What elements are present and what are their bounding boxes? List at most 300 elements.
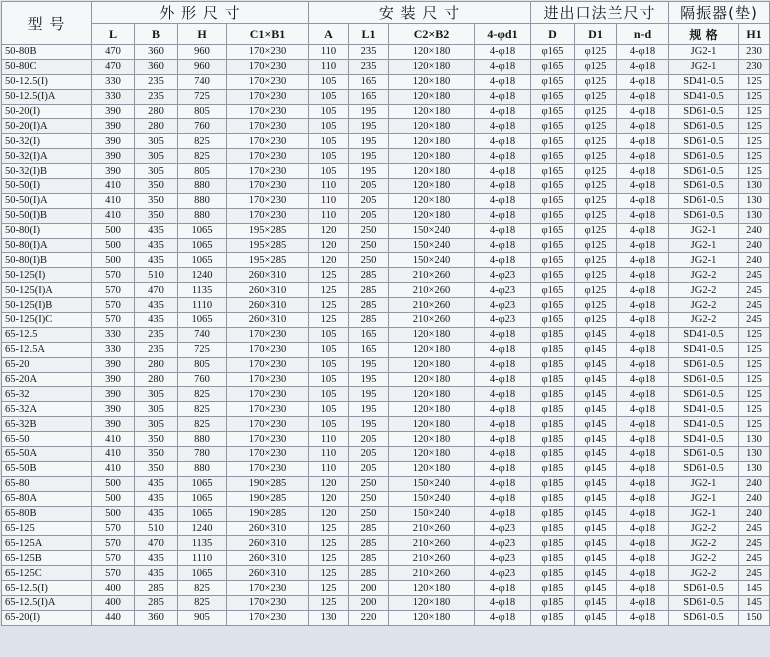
cell-b: 435 [135,506,178,521]
cell-h: 1240 [178,521,227,536]
col-header-spec: 规 格 [669,24,739,45]
cell-n-d: 4-φ18 [617,134,669,149]
cell-h1: 130 [739,179,770,194]
cell-d1-holes: 4-φ18 [475,119,531,134]
cell-c2b2: 120×180 [389,45,475,60]
cell-l: 570 [92,521,135,536]
cell-a: 110 [309,59,349,74]
cell-h: 1065 [178,238,227,253]
cell-l: 410 [92,208,135,223]
cell-c1b1: 170×230 [227,59,309,74]
cell-spec: JG2-2 [669,536,739,551]
cell-c1b1: 170×230 [227,119,309,134]
cell-d: φ185 [531,432,575,447]
cell-a: 120 [309,491,349,506]
cell-h1: 125 [739,149,770,164]
cell-l1: 235 [349,59,389,74]
col-header-d1: D1 [575,24,617,45]
cell-spec: JG2-1 [669,476,739,491]
cell-b: 435 [135,253,178,268]
cell-model: 65-12.5(I) [2,581,92,596]
table-row [2,179,770,194]
cell-d1: φ145 [575,461,617,476]
cell-spec: SD41-0.5 [669,417,739,432]
cell-c2b2: 120×180 [389,149,475,164]
cell-model: 65-20 [2,357,92,372]
cell-d: φ165 [531,193,575,208]
cell-b: 435 [135,476,178,491]
cell-model: 65-125A [2,536,92,551]
cell-c2b2: 120×180 [389,581,475,596]
cell-c1b1: 170×230 [227,357,309,372]
cell-d1: φ145 [575,342,617,357]
cell-h1: 245 [739,268,770,283]
cell-l1: 165 [349,74,389,89]
cell-model: 50-50(I) [2,179,92,194]
cell-l1: 285 [349,536,389,551]
cell-h1: 125 [739,164,770,179]
cell-a: 105 [309,119,349,134]
cell-h: 960 [178,59,227,74]
cell-a: 120 [309,476,349,491]
cell-d1: φ145 [575,432,617,447]
cell-model: 50-80(I)B [2,253,92,268]
cell-d: φ165 [531,268,575,283]
cell-b: 350 [135,208,178,223]
table-row [2,134,770,149]
cell-h1: 245 [739,313,770,328]
cell-n-d: 4-φ18 [617,566,669,581]
cell-d: φ185 [531,357,575,372]
cell-d1: φ145 [575,610,617,625]
cell-model: 50-125(I)A [2,283,92,298]
cell-model: 65-32B [2,417,92,432]
cell-a: 110 [309,461,349,476]
table-row [2,313,770,328]
cell-h1: 130 [739,447,770,462]
cell-b: 305 [135,149,178,164]
cell-l: 500 [92,253,135,268]
cell-n-d: 4-φ18 [617,223,669,238]
cell-c1b1: 260×310 [227,268,309,283]
cell-d1: φ125 [575,164,617,179]
cell-h: 1065 [178,253,227,268]
cell-c1b1: 170×230 [227,387,309,402]
cell-a: 110 [309,208,349,223]
cell-d: φ165 [531,45,575,60]
cell-c2b2: 120×180 [389,193,475,208]
cell-d1: φ125 [575,268,617,283]
cell-c1b1: 170×230 [227,45,309,60]
cell-spec: JG2-2 [669,551,739,566]
cell-spec: JG2-1 [669,506,739,521]
cell-l1: 165 [349,89,389,104]
cell-d1: φ145 [575,506,617,521]
cell-a: 105 [309,327,349,342]
table-row [2,253,770,268]
cell-l: 330 [92,74,135,89]
cell-a: 105 [309,104,349,119]
cell-h1: 125 [739,342,770,357]
cell-l1: 250 [349,491,389,506]
cell-spec: JG2-1 [669,238,739,253]
cell-l: 390 [92,119,135,134]
cell-model: 50-50(I)B [2,208,92,223]
cell-l: 390 [92,149,135,164]
cell-spec: JG2-2 [669,566,739,581]
cell-b: 360 [135,45,178,60]
cell-c2b2: 120×180 [389,461,475,476]
cell-n-d: 4-φ18 [617,238,669,253]
cell-l: 330 [92,342,135,357]
cell-l1: 220 [349,610,389,625]
cell-h1: 240 [739,253,770,268]
cell-d1-holes: 4-φ18 [475,595,531,610]
cell-c2b2: 210×260 [389,313,475,328]
cell-h: 1065 [178,313,227,328]
cell-n-d: 4-φ18 [617,402,669,417]
cell-d: φ185 [531,372,575,387]
cell-c1b1: 170×230 [227,432,309,447]
cell-c2b2: 120×180 [389,134,475,149]
cell-model: 65-12.5A [2,342,92,357]
cell-l1: 200 [349,595,389,610]
cell-d1-holes: 4-φ18 [475,461,531,476]
cell-c1b1: 170×230 [227,447,309,462]
cell-c1b1: 260×310 [227,283,309,298]
cell-a: 105 [309,402,349,417]
cell-b: 435 [135,566,178,581]
cell-b: 305 [135,387,178,402]
table-row [2,223,770,238]
cell-c2b2: 210×260 [389,521,475,536]
cell-c2b2: 120×180 [389,417,475,432]
cell-l: 390 [92,357,135,372]
cell-d1-holes: 4-φ18 [475,432,531,447]
cell-h: 805 [178,104,227,119]
cell-a: 105 [309,89,349,104]
cell-h1: 130 [739,193,770,208]
cell-d: φ185 [531,342,575,357]
cell-c1b1: 170×230 [227,193,309,208]
cell-c1b1: 170×230 [227,104,309,119]
cell-spec: SD61-0.5 [669,104,739,119]
cell-b: 350 [135,432,178,447]
cell-l1: 165 [349,327,389,342]
cell-c1b1: 170×230 [227,610,309,625]
cell-d1: φ125 [575,74,617,89]
cell-a: 105 [309,372,349,387]
cell-n-d: 4-φ18 [617,581,669,596]
cell-a: 105 [309,74,349,89]
cell-h1: 125 [739,402,770,417]
table-row [2,164,770,179]
cell-c2b2: 120×180 [389,610,475,625]
col-header-c2b2: C2×B2 [389,24,475,45]
cell-c2b2: 120×180 [389,357,475,372]
cell-n-d: 4-φ18 [617,283,669,298]
cell-h: 805 [178,357,227,372]
cell-h1: 245 [739,521,770,536]
cell-d: φ165 [531,283,575,298]
cell-l1: 250 [349,476,389,491]
cell-b: 350 [135,461,178,476]
cell-spec: JG2-2 [669,298,739,313]
cell-l1: 195 [349,119,389,134]
cell-l1: 285 [349,566,389,581]
cell-a: 125 [309,298,349,313]
cell-c2b2: 150×240 [389,238,475,253]
cell-n-d: 4-φ18 [617,387,669,402]
cell-c2b2: 150×240 [389,506,475,521]
cell-b: 235 [135,342,178,357]
cell-h: 1065 [178,506,227,521]
cell-b: 435 [135,491,178,506]
cell-l: 570 [92,268,135,283]
table-row [2,208,770,223]
cell-c1b1: 170×230 [227,74,309,89]
cell-model: 65-80A [2,491,92,506]
cell-spec: JG2-1 [669,253,739,268]
cell-l1: 195 [349,104,389,119]
cell-spec: SD41-0.5 [669,342,739,357]
cell-l1: 285 [349,551,389,566]
cell-d1-holes: 4-φ23 [475,566,531,581]
cell-a: 120 [309,253,349,268]
cell-l: 390 [92,372,135,387]
cell-d: φ165 [531,179,575,194]
cell-spec: SD41-0.5 [669,89,739,104]
cell-d: φ165 [531,208,575,223]
cell-b: 360 [135,610,178,625]
cell-b: 305 [135,134,178,149]
cell-b: 435 [135,238,178,253]
cell-c1b1: 170×230 [227,327,309,342]
cell-d1-holes: 4-φ18 [475,491,531,506]
cell-a: 125 [309,283,349,298]
cell-c2b2: 120×180 [389,595,475,610]
cell-l: 440 [92,610,135,625]
cell-a: 125 [309,536,349,551]
cell-a: 120 [309,223,349,238]
cell-h: 1110 [178,298,227,313]
cell-h1: 125 [739,387,770,402]
cell-model: 50-32(I) [2,134,92,149]
cell-b: 470 [135,283,178,298]
cell-c2b2: 210×260 [389,536,475,551]
cell-h: 1065 [178,491,227,506]
cell-d1-holes: 4-φ23 [475,283,531,298]
cell-l: 570 [92,551,135,566]
cell-n-d: 4-φ18 [617,327,669,342]
cell-h: 825 [178,581,227,596]
cell-h: 725 [178,342,227,357]
cell-h1: 240 [739,238,770,253]
cell-h1: 125 [739,104,770,119]
cell-c1b1: 170×230 [227,342,309,357]
cell-h1: 245 [739,298,770,313]
table-row [2,357,770,372]
cell-spec: JG2-1 [669,59,739,74]
cell-c2b2: 120×180 [389,432,475,447]
cell-d1-holes: 4-φ18 [475,104,531,119]
cell-h1: 145 [739,595,770,610]
cell-d1: φ145 [575,581,617,596]
cell-d: φ165 [531,238,575,253]
cell-l1: 205 [349,193,389,208]
cell-c1b1: 170×230 [227,417,309,432]
cell-b: 280 [135,119,178,134]
cell-l1: 235 [349,45,389,60]
cell-c1b1: 170×230 [227,402,309,417]
cell-d1-holes: 4-φ18 [475,208,531,223]
cell-h1: 125 [739,417,770,432]
cell-n-d: 4-φ18 [617,59,669,74]
table-row [2,342,770,357]
cell-c1b1: 170×230 [227,179,309,194]
cell-model: 65-20(I) [2,610,92,625]
cell-d1-holes: 4-φ18 [475,89,531,104]
cell-d1-holes: 4-φ18 [475,253,531,268]
cell-d: φ185 [531,521,575,536]
cell-h1: 150 [739,610,770,625]
cell-h1: 125 [739,74,770,89]
col-header-b: B [135,24,178,45]
cell-n-d: 4-φ18 [617,551,669,566]
cell-model: 65-12.5(I)A [2,595,92,610]
cell-h: 825 [178,402,227,417]
cell-h1: 130 [739,208,770,223]
cell-d: φ185 [531,595,575,610]
cell-spec: SD41-0.5 [669,432,739,447]
cell-b: 235 [135,74,178,89]
cell-n-d: 4-φ18 [617,357,669,372]
cell-d1-holes: 4-φ18 [475,193,531,208]
cell-b: 280 [135,372,178,387]
cell-a: 105 [309,164,349,179]
cell-c1b1: 170×230 [227,372,309,387]
cell-n-d: 4-φ18 [617,313,669,328]
table-row [2,119,770,134]
cell-spec: JG2-1 [669,491,739,506]
table-row [2,461,770,476]
cell-spec: JG2-2 [669,268,739,283]
cell-b: 435 [135,298,178,313]
cell-h1: 145 [739,581,770,596]
cell-h: 725 [178,89,227,104]
cell-c2b2: 120×180 [389,74,475,89]
table-row [2,566,770,581]
cell-h1: 240 [739,506,770,521]
cell-model: 50-32(I)B [2,164,92,179]
cell-c2b2: 120×180 [389,447,475,462]
cell-d1: φ125 [575,179,617,194]
table-row [2,536,770,551]
cell-l: 390 [92,164,135,179]
cell-n-d: 4-φ18 [617,268,669,283]
cell-spec: JG2-2 [669,283,739,298]
cell-c1b1: 260×310 [227,536,309,551]
cell-l1: 250 [349,506,389,521]
table-row [2,283,770,298]
cell-b: 350 [135,447,178,462]
cell-d1-holes: 4-φ18 [475,45,531,60]
cell-l1: 195 [349,134,389,149]
cell-a: 110 [309,45,349,60]
cell-c1b1: 170×230 [227,164,309,179]
cell-d: φ185 [531,402,575,417]
cell-d: φ185 [531,476,575,491]
cell-d1-holes: 4-φ18 [475,357,531,372]
cell-c1b1: 260×310 [227,313,309,328]
cell-d1: φ125 [575,193,617,208]
cell-c2b2: 120×180 [389,89,475,104]
cell-a: 125 [309,595,349,610]
cell-a: 105 [309,417,349,432]
cell-d: φ165 [531,253,575,268]
cell-c2b2: 120×180 [389,402,475,417]
cell-l: 400 [92,595,135,610]
cell-model: 50-125(I)B [2,298,92,313]
cell-c1b1: 195×285 [227,223,309,238]
cell-n-d: 4-φ18 [617,89,669,104]
cell-l: 410 [92,432,135,447]
table-row [2,149,770,164]
cell-spec: SD61-0.5 [669,193,739,208]
cell-l: 390 [92,134,135,149]
cell-a: 125 [309,313,349,328]
table-row [2,327,770,342]
cell-n-d: 4-φ18 [617,521,669,536]
cell-l: 500 [92,506,135,521]
cell-d1: φ145 [575,357,617,372]
table-row [2,372,770,387]
cell-c1b1: 190×285 [227,506,309,521]
table-row [2,89,770,104]
cell-c2b2: 150×240 [389,476,475,491]
cell-spec: SD61-0.5 [669,595,739,610]
cell-d: φ185 [531,327,575,342]
cell-spec: JG2-1 [669,45,739,60]
cell-l: 390 [92,104,135,119]
cell-c1b1: 260×310 [227,298,309,313]
cell-c1b1: 170×230 [227,595,309,610]
cell-d1: φ145 [575,566,617,581]
cell-h: 1065 [178,566,227,581]
col-header-a: A [309,24,349,45]
cell-a: 130 [309,610,349,625]
cell-h: 880 [178,461,227,476]
table-body [2,45,770,626]
cell-c2b2: 120×180 [389,372,475,387]
header-installation-dimensions: 安 装 尺 寸 [309,2,531,24]
cell-spec: SD61-0.5 [669,387,739,402]
cell-l: 500 [92,238,135,253]
cell-l1: 205 [349,179,389,194]
cell-b: 435 [135,313,178,328]
cell-d: φ185 [531,461,575,476]
header-overall-dimensions: 外 形 尺 寸 [92,2,309,24]
cell-h: 1135 [178,536,227,551]
cell-b: 285 [135,581,178,596]
cell-n-d: 4-φ18 [617,506,669,521]
cell-h: 880 [178,179,227,194]
cell-d1-holes: 4-φ18 [475,223,531,238]
table-row [2,581,770,596]
cell-l: 470 [92,59,135,74]
cell-d: φ165 [531,134,575,149]
cell-d1: φ125 [575,223,617,238]
